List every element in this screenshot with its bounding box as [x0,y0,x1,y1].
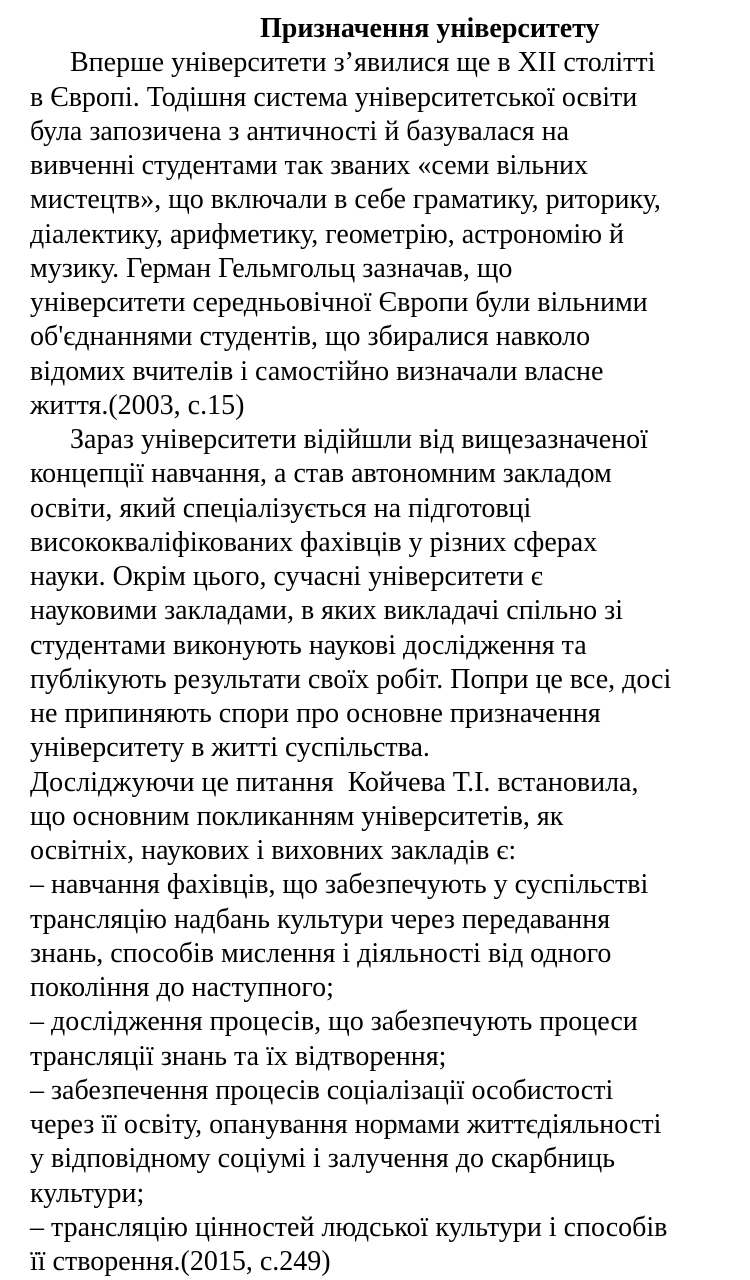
list-item [30,1005,726,1074]
text-line: освіти, який спеціалізується на підготовці [30,492,532,524]
text-line: трансляцію надбань культури через передавання [30,903,611,935]
text-line: що основним покликанням університетів, як [30,800,564,832]
document-body [30,12,726,1279]
text-line: покоління до наступного; [30,972,334,1003]
text-line: культури; [30,1177,145,1209]
text-line: її створення.(2015, с.249) [30,1246,331,1277]
text-line: – трансляцію цінностей людської культури і способів [30,1211,668,1243]
text-line: – забезпечення процесів соціалізації особистості [30,1074,614,1106]
paragraph [30,423,726,766]
paragraph [30,46,726,423]
text-line: життя.(2003, с.15) [30,389,245,421]
text-line: знань, способів мислення і діяльності від одного [30,937,612,969]
text-line: трансляції знань та їх відтворення; [30,1040,447,1072]
list-item [30,1211,726,1280]
text-line: об'єднаннями студентів, що збиралися навколо [30,321,591,353]
text-line: в Європі. Тодішня система університетської освіти [30,81,638,113]
text-line: музику. Герман Гельмгольц зазначав, що [30,252,513,284]
text-line: відомих вчителів і самостійно визначали власне [30,355,604,387]
paragraph [30,766,726,869]
text-line: концепції навчання, а став автономним закладом [30,458,612,490]
text-line: у відповідному соціумі і залучення до скарбниць [30,1143,616,1175]
document-title [30,12,726,46]
text-line: через її освіту, опанування нормами життєдіяльності [30,1109,662,1140]
text-line: вивченні студентами так званих «семи вільних [30,150,589,181]
text-line: – дослідження процесів, що забезпечують процеси [30,1006,638,1038]
text-line: не припиняють спори про основне призначення [30,698,601,729]
title-line: Призначення університету [260,13,600,44]
list-item [30,868,726,1005]
text-line: була запозичена з античності й базувалася на [30,115,570,147]
text-line: університети середньовічної Європи були вільними [30,287,648,318]
text-line: Досліджуючи це питання Койчева Т.І. встановила, [30,766,639,798]
text-line: студентами виконують наукові дослідження та [30,629,587,661]
text-line: висококваліфікованих фахівців у різних сферах [30,526,598,558]
list-item [30,1074,726,1211]
text-line: Зараз університети відійшли від вищезазначеної [70,424,648,455]
text-line: науковими закладами, в яких викладачі спільно зі [30,595,624,627]
text-line: науки. Окрім цього, сучасні університети є [30,561,543,592]
text-line: публікують результати своїх робіт. Попри це все, досі [30,663,672,695]
text-line: освітніх, наукових і виховних закладів є: [30,835,517,866]
text-line: університету в житті суспільства. [30,732,430,764]
text-line: – навчання фахівців, що забезпечують у суспільстві [30,869,649,901]
text-line: мистецтв», що включали в себе граматику, риторику, [30,184,661,216]
text-line: Вперше університети з’явилися ще в XII столітті [70,47,656,79]
text-line: діалектику, арифметику, геометрію, астрономію й [30,218,625,250]
